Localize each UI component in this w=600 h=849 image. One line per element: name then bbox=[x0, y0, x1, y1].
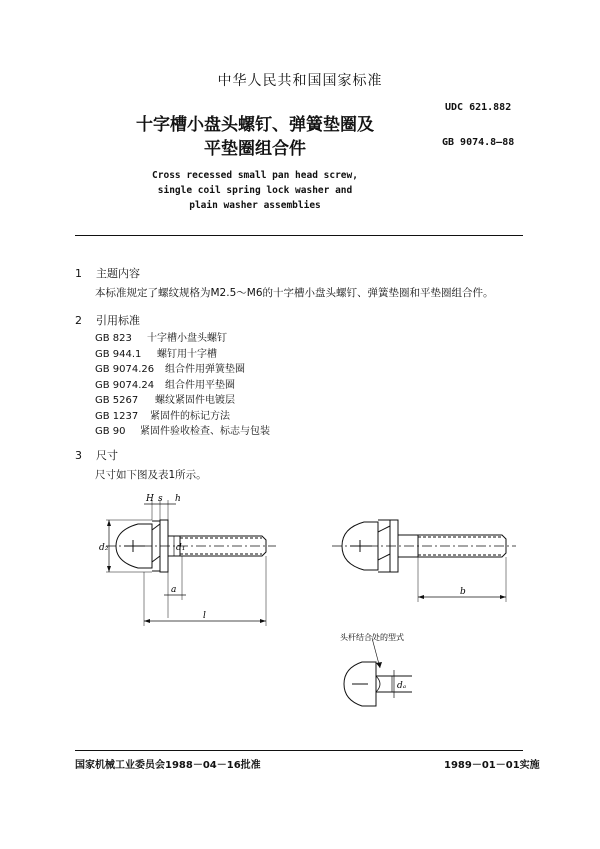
label-h: h bbox=[175, 494, 181, 504]
reference-item: GB 944.1 螺钉用十字槽 bbox=[95, 348, 217, 360]
assembly-dimension-drawing bbox=[0, 490, 600, 740]
reference-item: GB 9074.26 组合件用弹簧垫圈 bbox=[95, 364, 245, 375]
title-cn-line1: 十字槽小盘头螺钉、弹簧垫圈及 bbox=[136, 115, 374, 135]
label-da: dₐ bbox=[397, 681, 407, 691]
header-rule bbox=[75, 235, 523, 236]
implementation-date: 1989－01－01实施 bbox=[444, 760, 540, 771]
udc-code: UDC 621.882 bbox=[445, 102, 512, 113]
label-d2: d₂ bbox=[99, 543, 109, 553]
section-1-title bbox=[75, 265, 140, 281]
label-H: H bbox=[146, 494, 154, 504]
approval-line: 国家机械工业委员会1988－04－16批准 bbox=[75, 760, 261, 771]
section-3-number: 3 bbox=[75, 449, 82, 462]
title-english bbox=[120, 168, 390, 213]
label-d1: d₁ bbox=[176, 543, 186, 553]
reference-item: GB 823 十字槽小盘头螺钉 bbox=[95, 333, 227, 344]
label-s: s bbox=[158, 494, 163, 504]
reference-item: GB 9074.24 组合件用平垫圈 bbox=[95, 379, 235, 391]
detail-caption: 头杆结合处的型式 bbox=[340, 633, 404, 642]
reference-item: GB 1237 紧固件的标记方法 bbox=[95, 410, 230, 422]
section-1-number: 1 bbox=[75, 267, 82, 280]
reference-list bbox=[95, 331, 270, 440]
section-2-number: 2 bbox=[75, 314, 82, 327]
reference-item: GB 90 紧固件验收检查、标志与包装 bbox=[95, 426, 270, 437]
title-chinese bbox=[120, 113, 390, 161]
title-en-line2: single coil spring lock washer and bbox=[157, 185, 353, 196]
section-2-title bbox=[75, 312, 140, 328]
title-en-line3: plain washer assemblies bbox=[189, 200, 321, 211]
label-a: a bbox=[171, 585, 177, 595]
section-3-heading: 尺寸 bbox=[96, 449, 118, 462]
section-1-text: 本标准规定了螺纹规格为M2.5～M6的十字槽小盘头螺钉、弹簧垫圈和平垫圈组合件。 bbox=[95, 287, 494, 299]
label-l: l bbox=[203, 611, 206, 621]
section-3-text: 尺寸如下图及表1所示。 bbox=[95, 469, 207, 481]
title-en-line1: Cross recessed small pan head screw, bbox=[152, 170, 358, 181]
label-b: b bbox=[460, 587, 466, 597]
footer-rule bbox=[75, 750, 523, 751]
issuing-authority: 中华人民共和国国家标准 bbox=[217, 73, 383, 89]
reference-item: GB 5267 螺纹紧固件电镀层 bbox=[95, 395, 235, 406]
gb-number: GB 9074.8—88 bbox=[442, 137, 515, 148]
title-cn-line2: 平垫圈组合件 bbox=[204, 139, 306, 159]
section-1-heading: 主题内容 bbox=[96, 267, 140, 280]
section-2-heading: 引用标准 bbox=[96, 314, 140, 327]
section-3-title bbox=[75, 447, 118, 463]
